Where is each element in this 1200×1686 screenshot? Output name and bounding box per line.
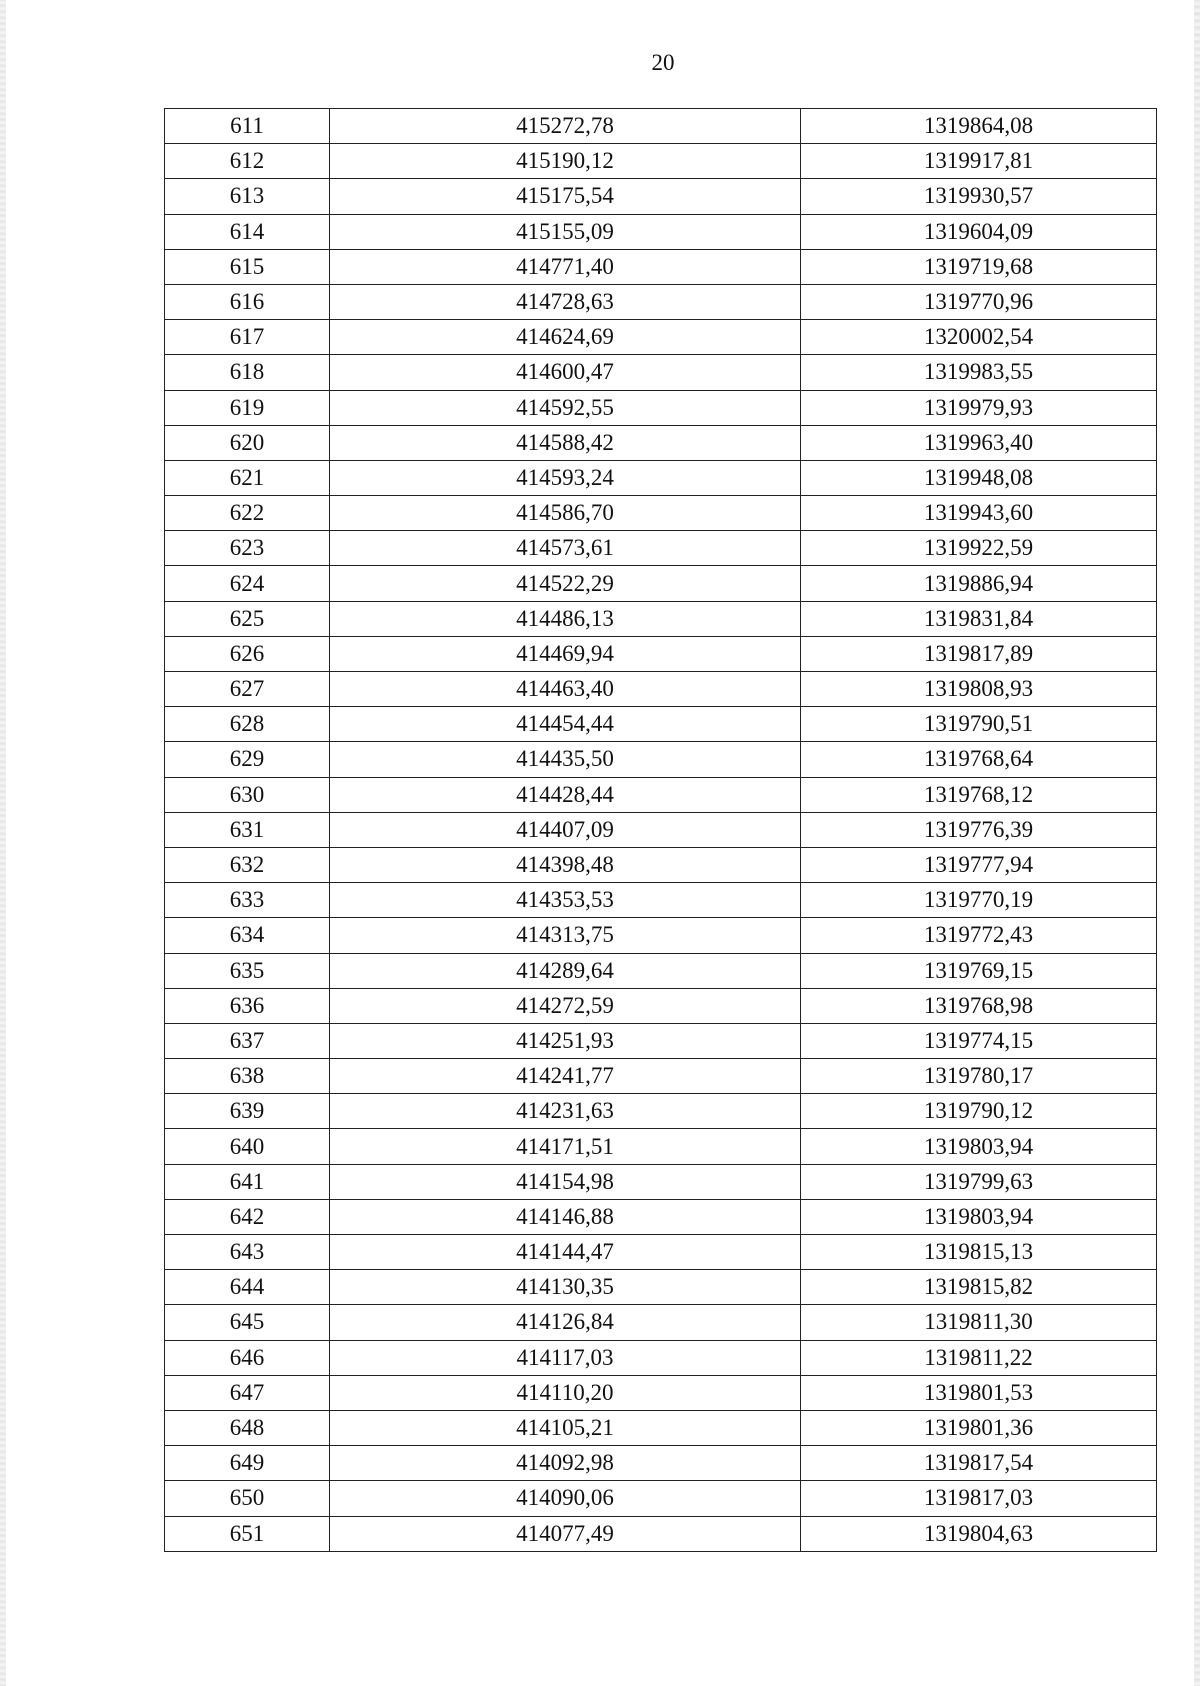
- point-number-cell: 631: [165, 812, 330, 847]
- table-row: [165, 1094, 1157, 1129]
- point-number-cell: 638: [165, 1059, 330, 1094]
- point-number-cell: 649: [165, 1446, 330, 1481]
- y-coordinate-cell: 1319948,08: [801, 460, 1157, 495]
- table-row: [165, 284, 1157, 319]
- table-row: [165, 707, 1157, 742]
- coordinates-table-body: [165, 109, 1157, 1552]
- point-number-cell: 632: [165, 847, 330, 882]
- y-coordinate-cell: 1319768,98: [801, 988, 1157, 1023]
- point-number-cell: 643: [165, 1235, 330, 1270]
- x-coordinate-cell: 414231,63: [330, 1094, 801, 1129]
- x-coordinate-cell: 414353,53: [330, 883, 801, 918]
- table-row: [165, 1270, 1157, 1305]
- y-coordinate-cell: 1319803,94: [801, 1129, 1157, 1164]
- point-number-cell: 641: [165, 1164, 330, 1199]
- table-row: [165, 179, 1157, 214]
- y-coordinate-cell: 1319831,84: [801, 601, 1157, 636]
- x-coordinate-cell: 414600,47: [330, 355, 801, 390]
- table-row: [165, 777, 1157, 812]
- x-coordinate-cell: 414105,21: [330, 1410, 801, 1445]
- point-number-cell: 637: [165, 1023, 330, 1058]
- y-coordinate-cell: 1319768,64: [801, 742, 1157, 777]
- y-coordinate-cell: 1319817,54: [801, 1446, 1157, 1481]
- y-coordinate-cell: 1319811,30: [801, 1305, 1157, 1340]
- y-coordinate-cell: 1319799,63: [801, 1164, 1157, 1199]
- x-coordinate-cell: 414092,98: [330, 1446, 801, 1481]
- x-coordinate-cell: 414522,29: [330, 566, 801, 601]
- table-row: [165, 1410, 1157, 1445]
- x-coordinate-cell: 414771,40: [330, 249, 801, 284]
- table-row: [165, 636, 1157, 671]
- y-coordinate-cell: 1319772,43: [801, 918, 1157, 953]
- x-coordinate-cell: 414586,70: [330, 496, 801, 531]
- x-coordinate-cell: 414090,06: [330, 1481, 801, 1516]
- table-row: [165, 460, 1157, 495]
- table-row: [165, 1446, 1157, 1481]
- x-coordinate-cell: 415272,78: [330, 109, 801, 144]
- table-row: [165, 812, 1157, 847]
- y-coordinate-cell: 1319817,89: [801, 636, 1157, 671]
- table-row: [165, 249, 1157, 284]
- point-number-cell: 639: [165, 1094, 330, 1129]
- table-row: [165, 144, 1157, 179]
- point-number-cell: 615: [165, 249, 330, 284]
- y-coordinate-cell: 1319804,63: [801, 1516, 1157, 1551]
- point-number-cell: 624: [165, 566, 330, 601]
- table-row: [165, 883, 1157, 918]
- point-number-cell: 644: [165, 1270, 330, 1305]
- table-row: [165, 425, 1157, 460]
- y-coordinate-cell: 1319817,03: [801, 1481, 1157, 1516]
- point-number-cell: 647: [165, 1375, 330, 1410]
- point-number-cell: 634: [165, 918, 330, 953]
- y-coordinate-cell: 1319801,36: [801, 1410, 1157, 1445]
- y-coordinate-cell: 1319604,09: [801, 214, 1157, 249]
- y-coordinate-cell: 1319801,53: [801, 1375, 1157, 1410]
- x-coordinate-cell: 414144,47: [330, 1235, 801, 1270]
- x-coordinate-cell: 415190,12: [330, 144, 801, 179]
- table-row: [165, 1023, 1157, 1058]
- table-row: [165, 1235, 1157, 1270]
- x-coordinate-cell: 414126,84: [330, 1305, 801, 1340]
- x-coordinate-cell: 414592,55: [330, 390, 801, 425]
- point-number-cell: 620: [165, 425, 330, 460]
- point-number-cell: 633: [165, 883, 330, 918]
- point-number-cell: 614: [165, 214, 330, 249]
- table-row: [165, 214, 1157, 249]
- table-row: [165, 1129, 1157, 1164]
- coordinates-table: [164, 108, 1157, 1552]
- table-row: [165, 953, 1157, 988]
- table-row: [165, 1305, 1157, 1340]
- y-coordinate-cell: 1319886,94: [801, 566, 1157, 601]
- point-number-cell: 627: [165, 672, 330, 707]
- point-number-cell: 650: [165, 1481, 330, 1516]
- y-coordinate-cell: 1319930,57: [801, 179, 1157, 214]
- y-coordinate-cell: 1319719,68: [801, 249, 1157, 284]
- point-number-cell: 635: [165, 953, 330, 988]
- y-coordinate-cell: 1319770,19: [801, 883, 1157, 918]
- point-number-cell: 642: [165, 1199, 330, 1234]
- page-number: 20: [651, 50, 675, 75]
- table-row: [165, 672, 1157, 707]
- table-row: [165, 1481, 1157, 1516]
- point-number-cell: 648: [165, 1410, 330, 1445]
- y-coordinate-cell: 1319922,59: [801, 531, 1157, 566]
- y-coordinate-cell: 1319777,94: [801, 847, 1157, 882]
- y-coordinate-cell: 1319769,15: [801, 953, 1157, 988]
- x-coordinate-cell: 414588,42: [330, 425, 801, 460]
- y-coordinate-cell: 1319815,13: [801, 1235, 1157, 1270]
- table-row: [165, 918, 1157, 953]
- x-coordinate-cell: 414154,98: [330, 1164, 801, 1199]
- point-number-cell: 616: [165, 284, 330, 319]
- y-coordinate-cell: 1319917,81: [801, 144, 1157, 179]
- point-number-cell: 630: [165, 777, 330, 812]
- table-row: [165, 109, 1157, 144]
- x-coordinate-cell: 414077,49: [330, 1516, 801, 1551]
- point-number-cell: 626: [165, 636, 330, 671]
- point-number-cell: 645: [165, 1305, 330, 1340]
- table-row: [165, 320, 1157, 355]
- y-coordinate-cell: 1319780,17: [801, 1059, 1157, 1094]
- y-coordinate-cell: 1319803,94: [801, 1199, 1157, 1234]
- x-coordinate-cell: 414272,59: [330, 988, 801, 1023]
- y-coordinate-cell: 1319768,12: [801, 777, 1157, 812]
- y-coordinate-cell: 1319864,08: [801, 109, 1157, 144]
- x-coordinate-cell: 414486,13: [330, 601, 801, 636]
- x-coordinate-cell: 414110,20: [330, 1375, 801, 1410]
- y-coordinate-cell: 1319811,22: [801, 1340, 1157, 1375]
- x-coordinate-cell: 415155,09: [330, 214, 801, 249]
- point-number-cell: 629: [165, 742, 330, 777]
- y-coordinate-cell: 1319790,51: [801, 707, 1157, 742]
- x-coordinate-cell: 414398,48: [330, 847, 801, 882]
- y-coordinate-cell: 1319815,82: [801, 1270, 1157, 1305]
- x-coordinate-cell: 415175,54: [330, 179, 801, 214]
- table-row: [165, 390, 1157, 425]
- x-coordinate-cell: 414435,50: [330, 742, 801, 777]
- point-number-cell: 618: [165, 355, 330, 390]
- point-number-cell: 628: [165, 707, 330, 742]
- point-number-cell: 636: [165, 988, 330, 1023]
- y-coordinate-cell: 1319943,60: [801, 496, 1157, 531]
- x-coordinate-cell: 414624,69: [330, 320, 801, 355]
- y-coordinate-cell: 1319983,55: [801, 355, 1157, 390]
- y-coordinate-cell: 1320002,54: [801, 320, 1157, 355]
- table-row: [165, 1199, 1157, 1234]
- point-number-cell: 613: [165, 179, 330, 214]
- table-row: [165, 355, 1157, 390]
- y-coordinate-cell: 1319776,39: [801, 812, 1157, 847]
- point-number-cell: 617: [165, 320, 330, 355]
- table-row: [165, 566, 1157, 601]
- table-row: [165, 1340, 1157, 1375]
- table-row: [165, 1059, 1157, 1094]
- table-row: [165, 601, 1157, 636]
- table-row: [165, 988, 1157, 1023]
- point-number-cell: 640: [165, 1129, 330, 1164]
- table-row: [165, 1375, 1157, 1410]
- y-coordinate-cell: 1319808,93: [801, 672, 1157, 707]
- table-row: [165, 1516, 1157, 1551]
- x-coordinate-cell: 414146,88: [330, 1199, 801, 1234]
- table-row: [165, 847, 1157, 882]
- point-number-cell: 621: [165, 460, 330, 495]
- x-coordinate-cell: 414728,63: [330, 284, 801, 319]
- table-row: [165, 531, 1157, 566]
- point-number-cell: 619: [165, 390, 330, 425]
- y-coordinate-cell: 1319963,40: [801, 425, 1157, 460]
- x-coordinate-cell: 414469,94: [330, 636, 801, 671]
- point-number-cell: 646: [165, 1340, 330, 1375]
- x-coordinate-cell: 414130,35: [330, 1270, 801, 1305]
- table-row: [165, 742, 1157, 777]
- x-coordinate-cell: 414573,61: [330, 531, 801, 566]
- x-coordinate-cell: 414593,24: [330, 460, 801, 495]
- x-coordinate-cell: 414313,75: [330, 918, 801, 953]
- x-coordinate-cell: 414171,51: [330, 1129, 801, 1164]
- x-coordinate-cell: 414428,44: [330, 777, 801, 812]
- x-coordinate-cell: 414454,44: [330, 707, 801, 742]
- x-coordinate-cell: 414241,77: [330, 1059, 801, 1094]
- x-coordinate-cell: 414463,40: [330, 672, 801, 707]
- table-row: [165, 496, 1157, 531]
- scan-edge-right: [1194, 0, 1200, 1686]
- point-number-cell: 612: [165, 144, 330, 179]
- point-number-cell: 622: [165, 496, 330, 531]
- y-coordinate-cell: 1319774,15: [801, 1023, 1157, 1058]
- point-number-cell: 623: [165, 531, 330, 566]
- x-coordinate-cell: 414251,93: [330, 1023, 801, 1058]
- point-number-cell: 651: [165, 1516, 330, 1551]
- y-coordinate-cell: 1319790,12: [801, 1094, 1157, 1129]
- y-coordinate-cell: 1319770,96: [801, 284, 1157, 319]
- point-number-cell: 611: [165, 109, 330, 144]
- x-coordinate-cell: 414407,09: [330, 812, 801, 847]
- x-coordinate-cell: 414117,03: [330, 1340, 801, 1375]
- scan-edge-left: [0, 0, 6, 1686]
- y-coordinate-cell: 1319979,93: [801, 390, 1157, 425]
- point-number-cell: 625: [165, 601, 330, 636]
- x-coordinate-cell: 414289,64: [330, 953, 801, 988]
- table-row: [165, 1164, 1157, 1199]
